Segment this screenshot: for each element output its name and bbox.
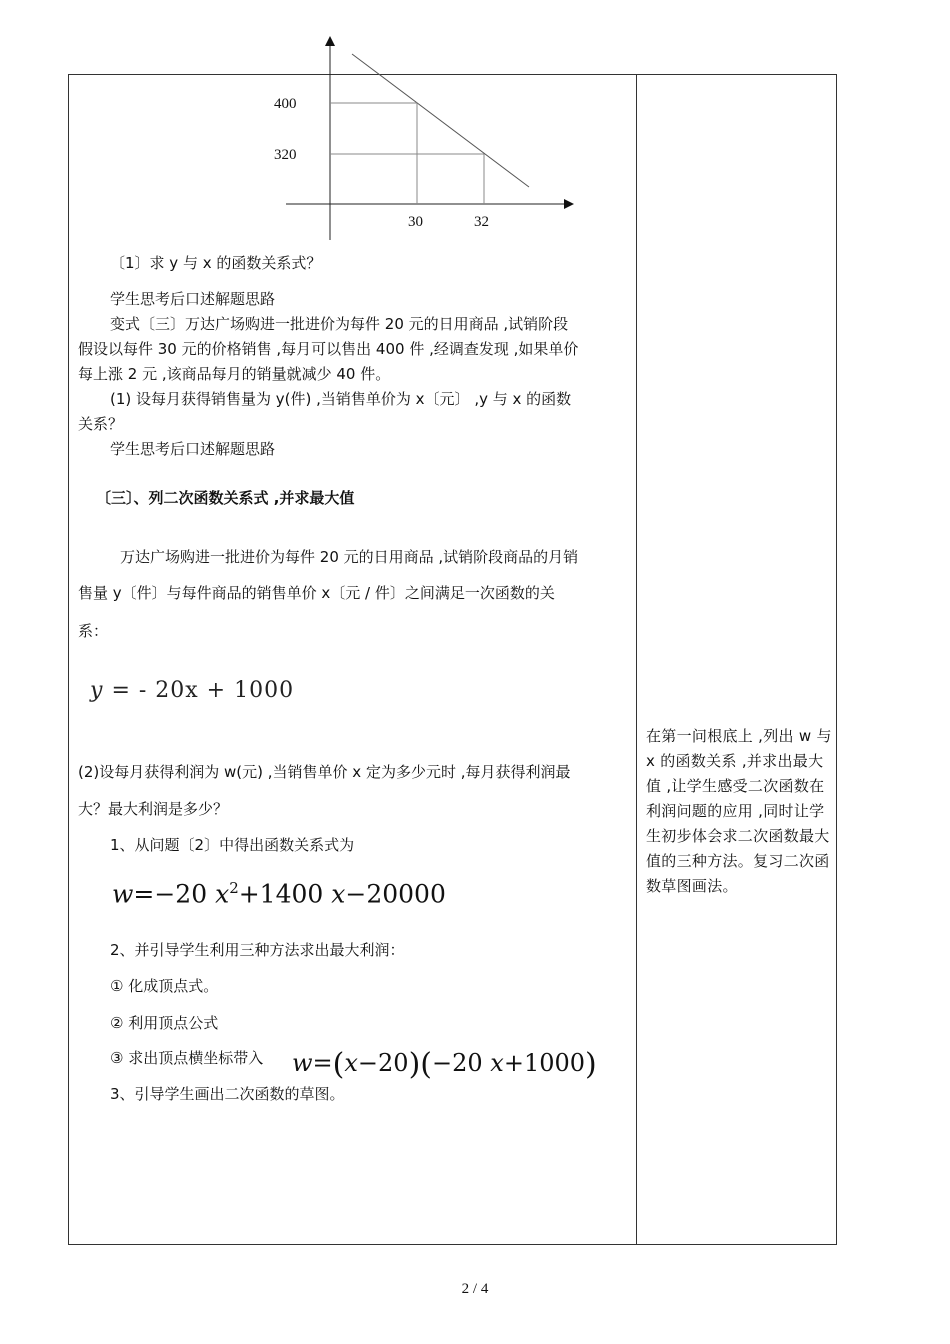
eq3-minus20: −20 xyxy=(357,1049,409,1077)
sales-price-graph xyxy=(268,30,588,245)
eq2-w: w xyxy=(112,879,134,909)
eq2-x2: x xyxy=(331,879,346,909)
y-tick-320: 320 xyxy=(274,147,297,163)
problem-line-1: 万达广场购进一批进价为每件 20 元的日用商品 ,试销阶段商品的月销 xyxy=(120,548,579,566)
variant-line-1: 变式〔三〕万达广场购进一批进价为每件 20 元的日用商品 ,试销阶段 xyxy=(110,315,569,333)
linear-equation xyxy=(90,680,294,702)
eq1-rhs: = - 20x + 1000 xyxy=(111,678,295,703)
student-thinking-2: 学生思考后口述解题思路 xyxy=(110,440,276,458)
method-2: ② 利用顶点公式 xyxy=(110,1014,219,1032)
variant-line-2: 假设以每件 30 元的价格销售 ,每月可以售出 400 件 ,经调查发现 ,如果单价 xyxy=(78,340,579,358)
step-2: 2、并引导学生利用三种方法求出最大利润： xyxy=(110,941,405,959)
demand-line xyxy=(352,54,529,187)
x-axis-arrow xyxy=(564,199,574,209)
section-heading: 〔三〕、列二次函数关系式 ,并求最大值 xyxy=(96,489,355,507)
student-thinking-1: 学生思考后口述解题思路 xyxy=(110,290,276,308)
method-3: ③ 求出顶点横坐标带入 xyxy=(110,1049,264,1067)
eq3-plus1000: +1000 xyxy=(503,1049,586,1077)
question-1: 〔1〕求 y 与 x 的函数关系式？ xyxy=(110,254,322,272)
x-tick-30: 30 xyxy=(408,214,423,230)
variant-question-line-2: 关系？ xyxy=(78,415,124,433)
eq2-x: x xyxy=(215,879,230,909)
eq2-tail: −20000 xyxy=(345,879,446,909)
eq3-eq: = xyxy=(312,1049,333,1077)
question-2-line-1: (2)设每月获得利润为 w(元) ,当销售单价 x 定为多少元时 ,每月获得利润最 xyxy=(78,763,571,781)
problem-line-3: 系： xyxy=(78,622,109,640)
eq3-x2: x xyxy=(490,1049,504,1077)
y-tick-400: 400 xyxy=(274,96,297,112)
variant-line-3: 每上涨 2 元 ,该商品每月的销量就减少 40 件。 xyxy=(78,365,391,383)
question-2-line-2: 大？最大利润是多少？ xyxy=(78,800,229,818)
teaching-note: 在第一问根底上 ,列出 w 与 x 的函数关系 ,并求出最大值 ,让学生感受二次函数在利润问题的应用 ,同时让学生初步体会求二次函数最大值的三种方法。复习二次函数草图画法。 xyxy=(646,727,832,895)
x-tick-32: 32 xyxy=(474,214,489,230)
step-3: 3、引导学生画出二次函数的草图。 xyxy=(110,1085,345,1103)
variant-question-line-1: (1) 设每月获得销售量为 y(件) ,当销售单价为 x〔元〕 ,y 与 x 的函数 xyxy=(110,390,572,408)
eq3-x: x xyxy=(344,1049,358,1077)
eq2-eq: =−20 xyxy=(133,879,208,909)
problem-line-2: 售量 y〔件〕与每件商品的销售单价 x〔元 / 件〕之间满足一次函数的关 xyxy=(78,584,555,602)
eq2-mid: +1400 xyxy=(238,879,324,909)
profit-equation xyxy=(112,879,446,909)
method-1: ① 化成顶点式。 xyxy=(110,977,219,995)
y-axis-arrow xyxy=(325,36,335,46)
eq2-square: 2 xyxy=(229,879,239,897)
eq1-lhs: y xyxy=(90,678,104,703)
column-divider xyxy=(636,74,637,1245)
eq3-neg20: −20 xyxy=(432,1049,483,1077)
profit-factored-equation: w=(x−20)(−20 x+1000) xyxy=(292,1047,597,1082)
page-number: 2 / 4 xyxy=(461,1281,489,1297)
step-1: 1、从问题〔2〕中得出函数关系式为 xyxy=(110,836,355,854)
eq3-w: w xyxy=(292,1049,313,1077)
